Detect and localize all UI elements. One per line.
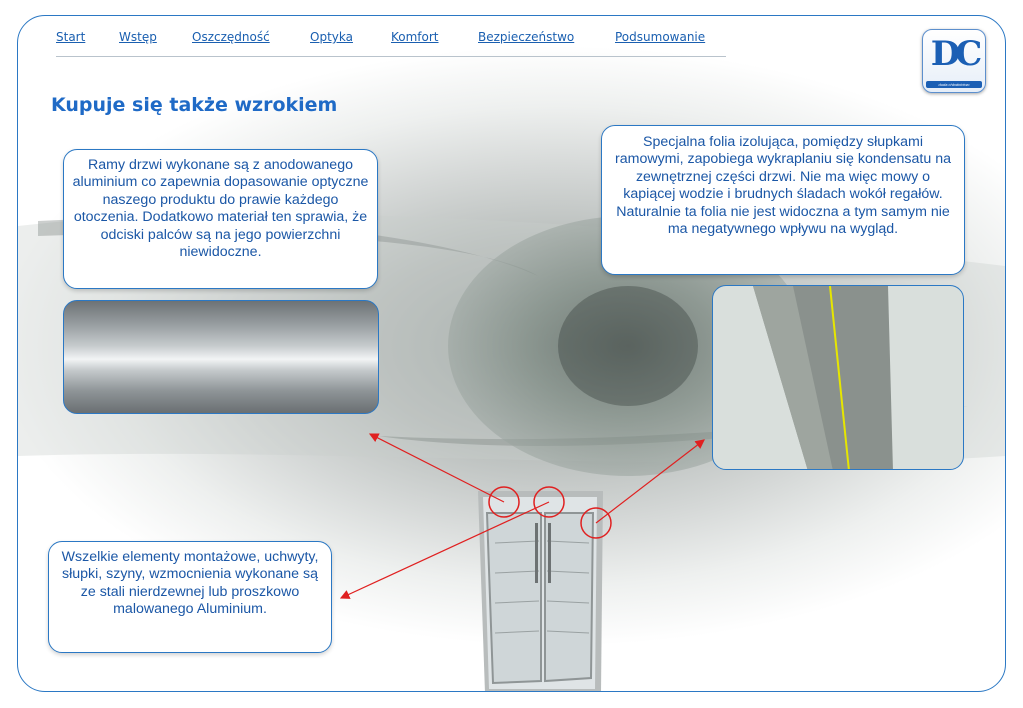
callout-fittings: Wszelkie elementy montażowe, uchwyty, słupki, szyny, wzmocnienia wykonane są ze stali nierdzewnej lub proszkowo malowanego Aluminium.: [48, 541, 332, 653]
callout-foil: Specjalna folia izolująca, pomiędzy słupkami ramowymi, zapobiega wykraplaniu się kondensatu na zewnętrznej części drzwi. Nie ma więc mowy o kapiącej wodzie i brudnych śladach wokół regałów. Naturalnie ta folia nie jest widoczna a tym samym nie ma negatywnego wpływu na wygląd.: [601, 125, 965, 275]
nav-link-podsumowanie[interactable]: Podsumowanie: [615, 30, 706, 44]
nav-link-optyka[interactable]: Optyka: [310, 30, 353, 44]
logo-subtitle: duda chłodnictwo: [938, 82, 970, 87]
nav-link-oszczednosc[interactable]: Oszczędność: [192, 30, 270, 44]
content-frame: [17, 15, 1006, 692]
arrow-to-foil-photo: [596, 440, 704, 523]
page-title: Kupuje się także wzrokiem: [51, 94, 338, 116]
logo-letters: DC: [930, 34, 978, 74]
nav-link-bezpieczenstwo[interactable]: Bezpieczeństwo: [478, 30, 575, 44]
nav-link-start[interactable]: Start: [56, 30, 86, 44]
arrow-to-aluminium-photo: [370, 434, 504, 502]
nav-link-komfort[interactable]: Komfort: [391, 30, 439, 44]
arrow-to-fittings-callout: [341, 502, 549, 598]
nav-link-wstep[interactable]: Wstęp: [119, 30, 157, 44]
callout-frames: Ramy drzwi wykonane są z anodowanego aluminium co zapewnia dopasowanie optyczne naszego produktu do prawie każdego otoczenia. Dodatkowo materiał ten sprawia, że odciski palców są na jego powierzchni niewidoczne.: [63, 149, 378, 289]
annotation-arrows: [18, 16, 1005, 691]
